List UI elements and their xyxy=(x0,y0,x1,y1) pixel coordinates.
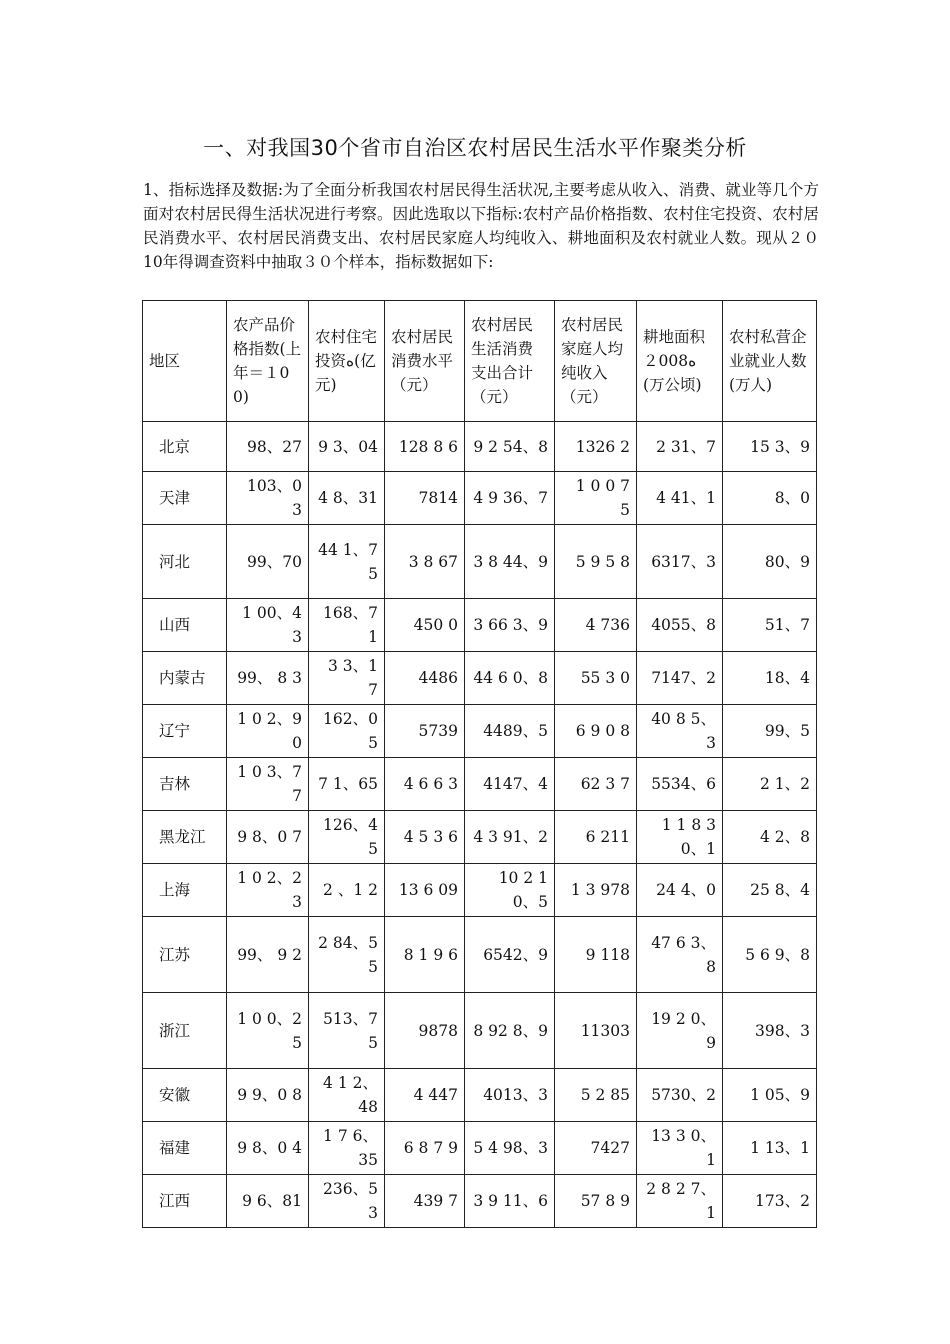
cell-region: 江西 xyxy=(143,1175,227,1228)
cell-consumption-level: 5739 xyxy=(385,705,465,758)
cell-farmland-area: 24 4、0 xyxy=(637,864,723,917)
cell-farmland-area: 2 31、7 xyxy=(637,422,723,472)
cell-consumption-expenditure: 4147、4 xyxy=(465,758,555,811)
cell-consumption-level: 4 447 xyxy=(385,1069,465,1122)
cell-consumption-expenditure: 3 8 44、9 xyxy=(465,525,555,599)
cell-region: 辽宁 xyxy=(143,705,227,758)
cell-consumption-expenditure: 4489、5 xyxy=(465,705,555,758)
intro-paragraph: 1、指标选择及数据:为了全面分析我国农村居民得生活状况,主要考虑从收入、消费、就业等几个方面对农村居民得生活状况进行考察。因此选取以下指标:农村产品价格指数、农村住宅投资、农村居民消费水平、农村居民消费支出、农村居民家庭人均纯收入、耕地面积及农村就业人数。现从２０10年得调查资料中抽取３０个样本，指标数据如下: xyxy=(143,181,819,271)
cell-net-income: 4 736 xyxy=(555,599,637,652)
cell-housing-investment: 162、0 5 xyxy=(309,705,385,758)
header-farmland-area: 耕地面积２008ﻩ(万公顷) xyxy=(637,301,723,422)
cell-region: 山西 xyxy=(143,599,227,652)
cell-private-employment: 25 8、4 xyxy=(723,864,817,917)
cell-region: 浙江 xyxy=(143,993,227,1069)
cell-consumption-expenditure: 10 2 1 0、5 xyxy=(465,864,555,917)
cell-region: 黑龙江 xyxy=(143,811,227,864)
cell-consumption-expenditure: 8 92 8、9 xyxy=(465,993,555,1069)
cell-farmland-area: 40 8 5、3 xyxy=(637,705,723,758)
cell-housing-investment: 513、7 5 xyxy=(309,993,385,1069)
cell-region: 上海 xyxy=(143,864,227,917)
cell-farmland-area: 2 8 2 7、1 xyxy=(637,1175,723,1228)
cell-price-index: 9 9、0 8 xyxy=(227,1069,309,1122)
cell-private-employment: 8、0 xyxy=(723,472,817,525)
cell-private-employment: 1 05、9 xyxy=(723,1069,817,1122)
cell-private-employment: 5 6 9、8 xyxy=(723,917,817,993)
table-row xyxy=(143,652,817,705)
cell-region: 江苏 xyxy=(143,917,227,993)
table-row xyxy=(143,705,817,758)
cell-housing-investment: 7 1、65 xyxy=(309,758,385,811)
table-row xyxy=(143,758,817,811)
indicator-table xyxy=(142,300,817,1228)
cell-price-index: 98、27 xyxy=(227,422,309,472)
cell-price-index: 1 00、43 xyxy=(227,599,309,652)
cell-farmland-area: 13 3 0、1 xyxy=(637,1122,723,1175)
cell-farmland-area: 19 2 0、9 xyxy=(637,993,723,1069)
cell-housing-investment: 2 84、5 5 xyxy=(309,917,385,993)
cell-region: 北京 xyxy=(143,422,227,472)
cell-price-index: 1 0 2、90 xyxy=(227,705,309,758)
cell-price-index: 9 8、0 7 xyxy=(227,811,309,864)
header-housing-investment: 农村住宅投资ﻩ(亿元) xyxy=(309,301,385,422)
cell-net-income: 1 0 0 7 5 xyxy=(555,472,637,525)
cell-consumption-expenditure: 5 4 98、3 xyxy=(465,1122,555,1175)
cell-net-income: 62 3 7 xyxy=(555,758,637,811)
table-row xyxy=(143,422,817,472)
header-price-index: 农产品价格指数(上年＝１00) xyxy=(227,301,309,422)
table-row xyxy=(143,1069,817,1122)
cell-price-index: 1 0 3、7 7 xyxy=(227,758,309,811)
cell-price-index: 1 0 2、23 xyxy=(227,864,309,917)
cell-farmland-area: 5534、6 xyxy=(637,758,723,811)
cell-private-employment: 2 1、2 xyxy=(723,758,817,811)
cell-net-income: 6 9 0 8 xyxy=(555,705,637,758)
cell-consumption-expenditure: 4 9 36、7 xyxy=(465,472,555,525)
cell-private-employment: 1 13、1 xyxy=(723,1122,817,1175)
cell-consumption-level: 3 8 67 xyxy=(385,525,465,599)
cell-net-income: 9 118 xyxy=(555,917,637,993)
cell-net-income: 5 2 85 xyxy=(555,1069,637,1122)
cell-net-income: 5 9 5 8 xyxy=(555,525,637,599)
cell-housing-investment: 1 7 6、35 xyxy=(309,1122,385,1175)
cell-region: 福建 xyxy=(143,1122,227,1175)
cell-consumption-level: 439 7 xyxy=(385,1175,465,1228)
cell-price-index: 9 8、0 4 xyxy=(227,1122,309,1175)
cell-private-employment: 80、9 xyxy=(723,525,817,599)
table-row xyxy=(143,993,817,1069)
cell-consumption-level: 4 6 6 3 xyxy=(385,758,465,811)
table-row xyxy=(143,811,817,864)
cell-region: 天津 xyxy=(143,472,227,525)
cell-housing-investment: 2 、1 2 xyxy=(309,864,385,917)
cell-net-income: 7427 xyxy=(555,1122,637,1175)
cell-private-employment: 173、2 xyxy=(723,1175,817,1228)
cell-net-income: 11303 xyxy=(555,993,637,1069)
cell-farmland-area: 4 41、1 xyxy=(637,472,723,525)
header-private-employment: 农村私营企业就业人数(万人) xyxy=(723,301,817,422)
cell-housing-investment: 126、4 5 xyxy=(309,811,385,864)
cell-price-index: 103、0 3 xyxy=(227,472,309,525)
cell-consumption-level: 4486 xyxy=(385,652,465,705)
cell-region: 安徽 xyxy=(143,1069,227,1122)
cell-price-index: 1 0 0、2 5 xyxy=(227,993,309,1069)
cell-housing-investment: 44 1、7 5 xyxy=(309,525,385,599)
header-consumption-level: 农村居民消费水平（元） xyxy=(385,301,465,422)
cell-region: 内蒙古 xyxy=(143,652,227,705)
cell-farmland-area: 4055、8 xyxy=(637,599,723,652)
cell-price-index: 99、 9 2 xyxy=(227,917,309,993)
cell-farmland-area: 5730、2 xyxy=(637,1069,723,1122)
header-region: 地区 xyxy=(143,301,227,422)
cell-private-employment: 4 2、8 xyxy=(723,811,817,864)
cell-consumption-level: 13 6 09 xyxy=(385,864,465,917)
cell-price-index: 99、 8 3 xyxy=(227,652,309,705)
cell-net-income: 6 211 xyxy=(555,811,637,864)
table-row xyxy=(143,1122,817,1175)
cell-private-employment: 51、7 xyxy=(723,599,817,652)
cell-private-employment: 18、4 xyxy=(723,652,817,705)
cell-consumption-expenditure: 3 66 3、9 xyxy=(465,599,555,652)
header-net-income: 农村居民家庭人均纯收入（元） xyxy=(555,301,637,422)
cell-consumption-level: 9878 xyxy=(385,993,465,1069)
document-title: 一、对我国30个省市自治区农村居民生活水平作聚类分析 xyxy=(203,136,747,160)
table-row xyxy=(143,472,817,525)
cell-region: 河北 xyxy=(143,525,227,599)
cell-housing-investment: 4 1 2、48 xyxy=(309,1069,385,1122)
cell-consumption-expenditure: 44 6 0、8 xyxy=(465,652,555,705)
table-row xyxy=(143,599,817,652)
cell-private-employment: 398、3 xyxy=(723,993,817,1069)
cell-net-income: 55 3 0 xyxy=(555,652,637,705)
cell-housing-investment: 3 3、1 7 xyxy=(309,652,385,705)
cell-consumption-level: 450 0 xyxy=(385,599,465,652)
cell-housing-investment: 9 3、04 xyxy=(309,422,385,472)
cell-consumption-expenditure: 6542、9 xyxy=(465,917,555,993)
cell-housing-investment: 4 8、31 xyxy=(309,472,385,525)
cell-consumption-expenditure: 3 9 11、6 xyxy=(465,1175,555,1228)
table-row xyxy=(143,1175,817,1228)
table-row xyxy=(143,917,817,993)
cell-consumption-level: 6 8 7 9 xyxy=(385,1122,465,1175)
cell-region: 吉林 xyxy=(143,758,227,811)
cell-net-income: 1326 2 xyxy=(555,422,637,472)
table-row xyxy=(143,864,817,917)
cell-net-income: 1 3 978 xyxy=(555,864,637,917)
header-consumption-expenditure: 农村居民生活消费支出合计（元） xyxy=(465,301,555,422)
table-header-row xyxy=(143,301,817,422)
cell-consumption-level: 128 8 6 xyxy=(385,422,465,472)
cell-consumption-expenditure: 4 3 91、2 xyxy=(465,811,555,864)
cell-farmland-area: 1 1 8 3 0、1 xyxy=(637,811,723,864)
cell-consumption-expenditure: 9 2 54、8 xyxy=(465,422,555,472)
cell-housing-investment: 168、7 1 xyxy=(309,599,385,652)
cell-farmland-area: 47 6 3、8 xyxy=(637,917,723,993)
cell-farmland-area: 7147、2 xyxy=(637,652,723,705)
cell-net-income: 57 8 9 xyxy=(555,1175,637,1228)
cell-consumption-level: 4 5 3 6 xyxy=(385,811,465,864)
cell-private-employment: 99、5 xyxy=(723,705,817,758)
cell-price-index: 9 6、81 xyxy=(227,1175,309,1228)
cell-farmland-area: 6317、3 xyxy=(637,525,723,599)
cell-price-index: 99、70 xyxy=(227,525,309,599)
cell-private-employment: 15 3、9 xyxy=(723,422,817,472)
table-body xyxy=(143,301,817,1228)
table-row xyxy=(143,525,817,599)
cell-consumption-level: 8 1 9 6 xyxy=(385,917,465,993)
cell-housing-investment: 236、5 3 xyxy=(309,1175,385,1228)
cell-consumption-level: 7814 xyxy=(385,472,465,525)
cell-consumption-expenditure: 4013、3 xyxy=(465,1069,555,1122)
